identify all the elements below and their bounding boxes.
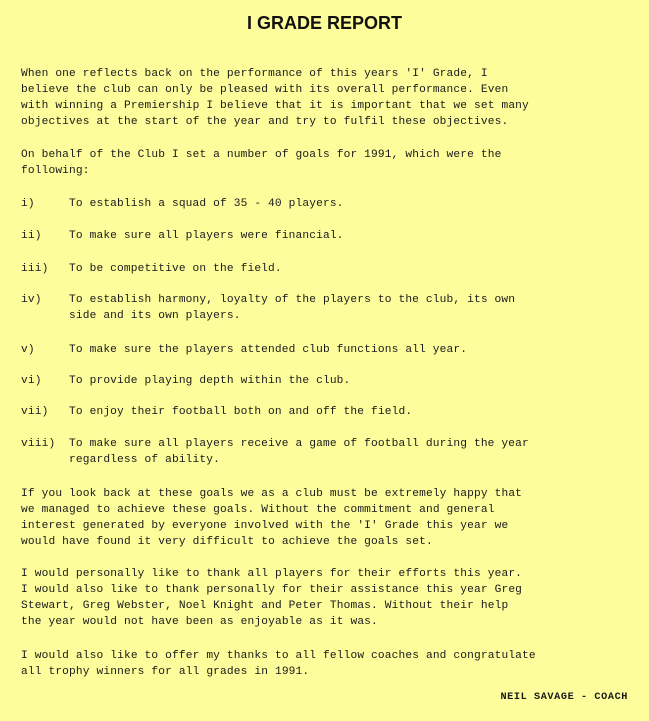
goal-text: To make sure all players were financial. — [69, 230, 344, 242]
goal-text: To establish harmony, loyalty of the players to the club, its own side and its own players. — [69, 294, 516, 322]
goal-number: viii) — [21, 438, 56, 450]
closing-text: I would also like to offer my thanks to all fellow coaches and congratulate all trophy winners for all grades in 1991. — [21, 650, 536, 678]
goal-number: iii) — [21, 263, 49, 275]
goal-text: To provide playing depth within the club. — [69, 375, 351, 387]
goal-text: To establish a squad of 35 - 40 players. — [69, 198, 344, 210]
goal-number: i) — [21, 198, 35, 210]
report-title: I GRADE REPORT — [246, 13, 402, 33]
goal-text: To make sure all players receive a game of football during the year regardless of ability. — [69, 438, 529, 466]
goal-number: iv) — [21, 294, 42, 306]
goal-item — [21, 261, 633, 277]
goal-item — [21, 404, 633, 420]
goal-number: ii) — [21, 230, 42, 242]
goal-number: vii) — [21, 406, 49, 418]
goal-text: To enjoy their football both on and off the field. — [69, 406, 413, 418]
goal-text: To be competitive on the field. — [69, 263, 282, 275]
goal-number: vi) — [21, 375, 42, 387]
goal-item — [21, 292, 633, 324]
intro-paragraph — [21, 66, 633, 130]
closing-paragraph — [21, 648, 633, 680]
goal-text: To make sure the players attended club functions all year. — [69, 344, 468, 356]
goal-item — [21, 373, 633, 389]
reflection-text: If you look back at these goals we as a club must be extremely happy that we managed to achieve these goals. Without the commitment and general interest generated by everyone involved with the 'I' Grade this year we would have found it very difficult to achieve the goals set. — [21, 488, 523, 548]
goal-number: v) — [21, 344, 35, 356]
intro-text: When one reflects back on the performance of this years 'I' Grade, I believe the club can only be pleased with its overall performance. Even with winning a Premiership I believe that it is important that we set many objectives at the start of the year and try to fulfil these objectives. — [21, 68, 529, 128]
goal-item — [21, 436, 633, 468]
goals-intro-paragraph — [21, 147, 633, 179]
signature: NEIL SAVAGE - COACH — [500, 692, 628, 703]
goal-item — [21, 196, 633, 212]
goal-item — [21, 228, 633, 244]
goals-intro-text: On behalf of the Club I set a number of goals for 1991, which were the following: — [21, 149, 502, 177]
thanks-paragraph — [21, 566, 633, 630]
thanks-text: I would personally like to thank all players for their efforts this year. I would also like to thank personally for their assistance this year Greg Stewart, Greg Webster, Noel Knight and Peter Thomas. Without their help the year would not have been as enjoyable as it was. — [21, 568, 523, 628]
goal-item — [21, 342, 633, 358]
reflection-paragraph — [21, 486, 633, 550]
